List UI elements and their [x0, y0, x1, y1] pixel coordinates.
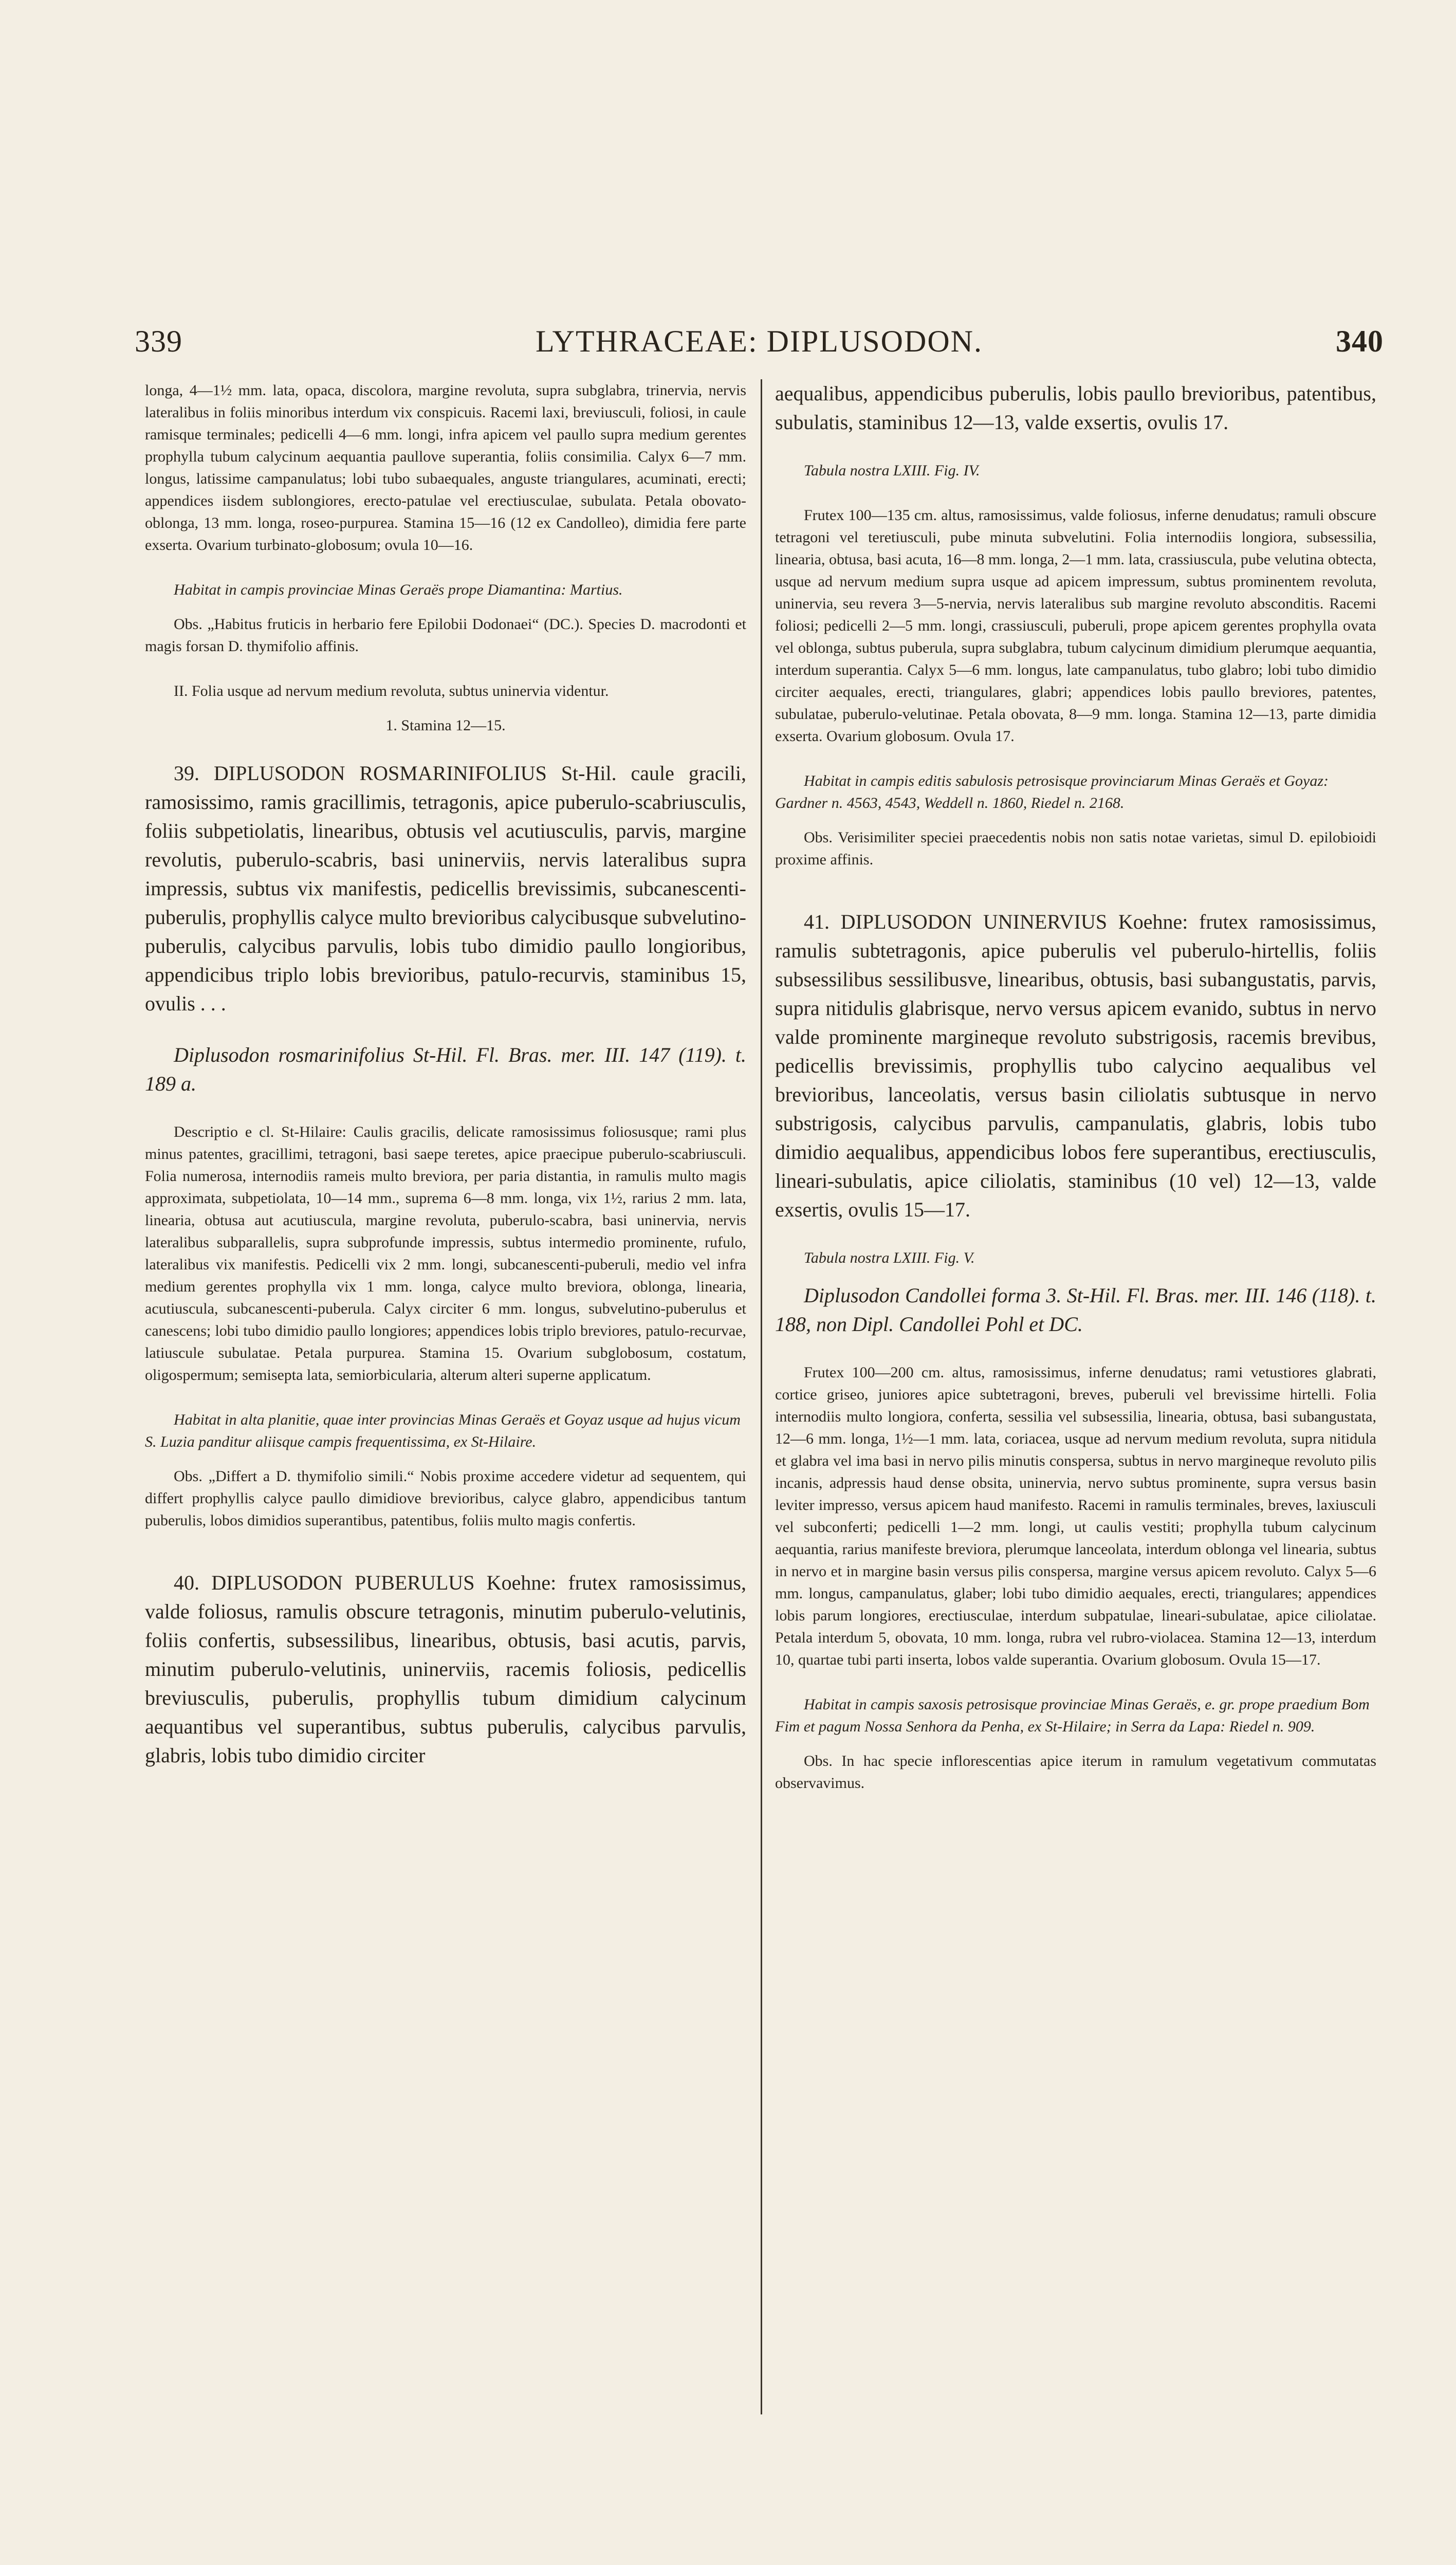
- species-39-habitat: Habitat in alta planitie, quae inter provincias Minas Geraës et Goyaz usque ad hujus vicum S. Luzia panditur aliisque campis frequentissima, ex St-Hilaire.: [145, 1411, 741, 1450]
- species-41-plate-reference: Tabula nostra LXIII. Fig. V.: [804, 1249, 975, 1266]
- page-number-left: 339: [135, 324, 182, 358]
- left-column: [145, 379, 746, 2409]
- species-41-diagnosis: 41. DIPLUSODON UNINERVIUS Koehne: frutex ramosissimus, ramulis subtetragonis, apice puberulis vel puberulo-hirtellis, foliis subsessilibus sessilibusve, linearibus, obtusis, basi subangustatis, parvis, supra nitidulis glabrisque, nervo versus apicem evanido, subtus in nervo valde prominente margineque revoluto substrigosis, racemis brevibus, pedicellis brevissimis, prophyllis tubo calycino aequalibus vel brevioribus, lanceolatis, versus basin ciliolatis subtusque in nervo substrigosis, calycibus parvulis, campanulatis, glabris, lobis tubo dimidio aequalibus, appendicibus lobos fere superantibus, erectiusculis, lineari-subulatis, apice ciliolatis, staminibus (10 vel) 12—13, valde exsertis, ovulis 15—17.: [775, 910, 1376, 1221]
- species-41-description: Frutex 100—200 cm. altus, ramosissimus, inferne denudatus; rami vetustiores glabrati, cortice griseo, juniores apice subtetragoni, breves, puberuli vel brevissime hirtelli. Folia internodiis multo longiora, conferta, sessilia vel subsessilia, linearia, obtusa, basi subangustata, 12—6 mm. longa, 1½—1 mm. lata, coriacea, usque ad nervum medium revoluta, supra nitidula et glabra vel ima basi in nervo pilis minutis conspersa, subtus in nervo margineque revoluto pilis incanis, adpressis haud dense obsita, uninervia, nervo subtus prominente, supra versus basin leviter impresso, versus apicem haud manifesto. Racemi in ramulis terminales, breves, laxiusculi vel subconferti; pedicelli 1—2 mm. longi, ut caulis vestiti; prophylla tubum calycinum aequantia, rarius manifeste breviora, plerumque lanceolata, interdum oblonga vel linearia, subtus in nervo et in margine basin versus pilis conspersa, margine versus apicem revoluto. Calyx 5—6 mm. longus, campanulatus, glaber; lobi tubo dimidio aequales, erecti, triangulares; appendices lobis parum longiores, erectiusculae, interdum subpatulae, lineari-subulatae, apice ciliolatae. Petala interdum 5, obovata, 10 mm. longa, rubra vel rubro-violacea. Stamina 12—13, interdum 10, quartae tubi parti inserta, lobos valde superantia. Ovarium globosum. Ovula 15—17.: [775, 1364, 1376, 1668]
- species-40-description: Frutex 100—135 cm. altus, ramosissimus, valde foliosus, inferne denudatus; ramuli obscure tetragoni vel teretiusculi, pube minuta subvelutini. Folia internodiis longiora, subsessilia, linearia, obtusa, basi acuta, 16—8 mm. longa, 2—1 mm. lata, crassiuscula, pube velutina obtecta, usque ad nervum medium supra usque ad apicem impressum, subtus prominentem revoluta, uninervia, seu revera 3—5-nervia, nervis lateralibus sub margine revoluto absconditis. Racemi foliosi; pedicelli 2—5 mm. longi, crassiusculi, puberuli, prope apicem gerentes prophylla ovata vel oblonga, subtus puberula, supra subglabra, tubum calycinum dimidium plerumque aequantia, interdum superantia. Calyx 5—6 mm. longus, late campanulatus, tubo glabro; lobi tubo dimidio circiter aequales, erecti, triangulares, glabri; appendices lobis paullo breviores, patentes, subulatae, puberulo-velutinae. Petala obovata, 8—9 mm. longa. Stamina 12—13, parte dimidia exserta. Ovarium globosum. Ovula 17.: [775, 507, 1376, 745]
- right-column: [775, 379, 1376, 2409]
- species-40-diagnosis-continued: aequalibus, appendicibus puberulis, lobis paullo brevioribus, patentibus, subulatis, staminibus 12—13, valde exsertis, ovulis 17.: [775, 382, 1376, 434]
- species-41-observation: Obs. In hac specie inflorescentias apice iterum in ramulum vegetativum commutatas observavimus.: [775, 1752, 1376, 1792]
- species-41-citation: Diplusodon Candollei forma 3. St-Hil. Fl. Bras. mer. III. 146 (118). t. 188, non Dipl. Candollei Pohl et DC.: [775, 1284, 1376, 1336]
- description-continued: longa, 4—1½ mm. lata, opaca, discolora, margine revoluta, supra subglabra, trinervia, nervis lateralibus in foliis minoribus interdum vix conspicuis. Racemi laxi, breviusculi, foliosi, in caule ramisque terminales; pedicelli 4—6 mm. longi, infra apicem vel paullo supra medium gerentes prophylla tubum calycinum aequantia paullove superantia, foliis consimilia. Calyx 6—7 mm. longus, latissime campanulatus; lobi tubo subaequales, anguste triangulares, acuminati, erecti; appendices iisdem sublongiores, erecto-patulae vel erectiusculae, subulata. Petala obovato-oblonga, 13 mm. longa, roseo-purpurea. Stamina 15—16 (12 ex Candolleo), dimidia fere parte exserta. Ovarium turbinato-globosum; ovula 10—16.: [145, 382, 746, 553]
- species-40-observation: Obs. Verisimiliter speciei praecedentis nobis non satis notae varietas, simul D. epilobioidi proxime affinis.: [775, 829, 1376, 868]
- observation-note: Obs. „Habitus fruticis in herbario fere Epilobii Dodonaei“ (DC.). Species D. macrodonti et magis forsan D. thymifolio affinis.: [145, 616, 746, 655]
- species-40-diagnosis: 40. DIPLUSODON PUBERULUS Koehne: frutex ramosissimus, valde foliosus, ramulis obscure tetragonis, minutim puberulo-velutinis, foliis confertis, subsessilibus, linearibus, obtusis, basi acutis, parvis, minutim puberulo-velutinis, uninerviis, racemis foliosis, pedicellis breviusculis, puberulis, prophyllis tubum dimidium calycinum aequantibus vel superantibus, subtus puberulis, calycibus parvulis, glabris, lobis tubo dimidio circiter: [145, 1571, 746, 1767]
- habitat-note: Habitat in campis provinciae Minas Geraës prope Diamantina: Martius.: [174, 581, 623, 598]
- page-number-right: 340: [1336, 324, 1384, 358]
- species-39-diagnosis: 39. DIPLUSODON ROSMARINIFOLIUS St-Hil. caule gracili, ramosissimo, ramis gracillimis, tetragonis, apice puberulo-scabriusculis, foliis subpetiolatis, linearibus, obtusis vel acutiusculis, parvis, margine revolutis, puberulo-scabris, basi uninerviis, nervis lateralibus supra impressis, subtus vix manifestis, pedicellis brevissimis, subcanescenti-puberulis, prophyllis calyce multo brevioribus calycibusque subvelutino-puberulis, calycibus parvulis, lobis tubo dimidio paullo longioribus, appendicibus triplo lobis brevioribus, patulo-recurvis, staminibus 15, ovulis . . .: [145, 762, 746, 1015]
- running-title: LYTHRACEAE: DIPLUSODON.: [536, 324, 983, 358]
- species-41-habitat: Habitat in campis saxosis petrosisque provinciae Minas Geraës, e. gr. prope praedium Bom Fim et pagum Nossa Senhora da Penha, ex St-Hilaire; in Serra da Lapa: Riedel n. 909.: [775, 1696, 1370, 1735]
- subsection-heading: 1. Stamina 12—15.: [385, 717, 506, 734]
- species-39-observation: Obs. „Differt a D. thymifolio simili.“ Nobis proxime accedere videtur ad sequentem, qui differt prophyllis calyce paullo dimidiove brevioribus, calyce glabro, appendicibus tantum puberulis, lobos dimidios superantibus, patentibus, foliis multo magis confertis.: [145, 1468, 746, 1529]
- species-40-plate-reference: Tabula nostra LXIII. Fig. IV.: [804, 462, 980, 479]
- species-39-description: Descriptio e cl. St-Hilaire: Caulis gracilis, delicate ramosissimus foliosusque; rami plus minus patentes, gracillimi, tetragoni, basi saepe teretes, apice praecipue puberulo-scabriusculi. Folia numerosa, internodiis rameis multo breviora, per paria distantia, in ramulis multo magis approximata, subpetiolata, 10—14 mm., suprema 6—8 mm. longa, vix 1½, rarius 2 mm. lata, linearia, obtusa aut acutiuscula, margine revoluta, puberulo-scabra, basi uninervia, nervis lateralibus subparallelis, supra subprofunde impressis, subtus intermedio prominente, rufulo, lateralibus vix manifestis. Pedicelli vix 2 mm. longi, subcanescenti-puberuli, medio vel infra medium gerentes prophylla vix 1 mm. longa, calyce multo breviora, oblonga, linearia, acutiuscula, subcanescenti-puberula. Calyx circiter 6 mm. longus, subvelutino-puberulus et canescens; lobi tubo dimidio paullo longiores; appendices lobis triplo breviores, patulo-recurvae, latiuscule subulatae. Petala purpurea. Stamina 15. Ovarium subglobosum, costatum, oligospermum; semisepta lata, semiorbicularia, alterum alteri superne applicatum.: [145, 1123, 746, 1383]
- species-40-habitat: Habitat in campis editis sabulosis petrosisque provinciarum Minas Geraës et Goyaz: Gardner n. 4563, 4543, Weddell n. 1860, Riedel n. 2168.: [775, 772, 1329, 811]
- section-heading: II. Folia usque ad nervum medium revoluta, subtus uninervia videntur.: [174, 682, 609, 699]
- column-divider: [761, 379, 762, 2414]
- running-header: [135, 324, 1384, 365]
- species-39-citation: Diplusodon rosmarinifolius St-Hil. Fl. Bras. mer. III. 147 (119). t. 189 a.: [145, 1043, 746, 1095]
